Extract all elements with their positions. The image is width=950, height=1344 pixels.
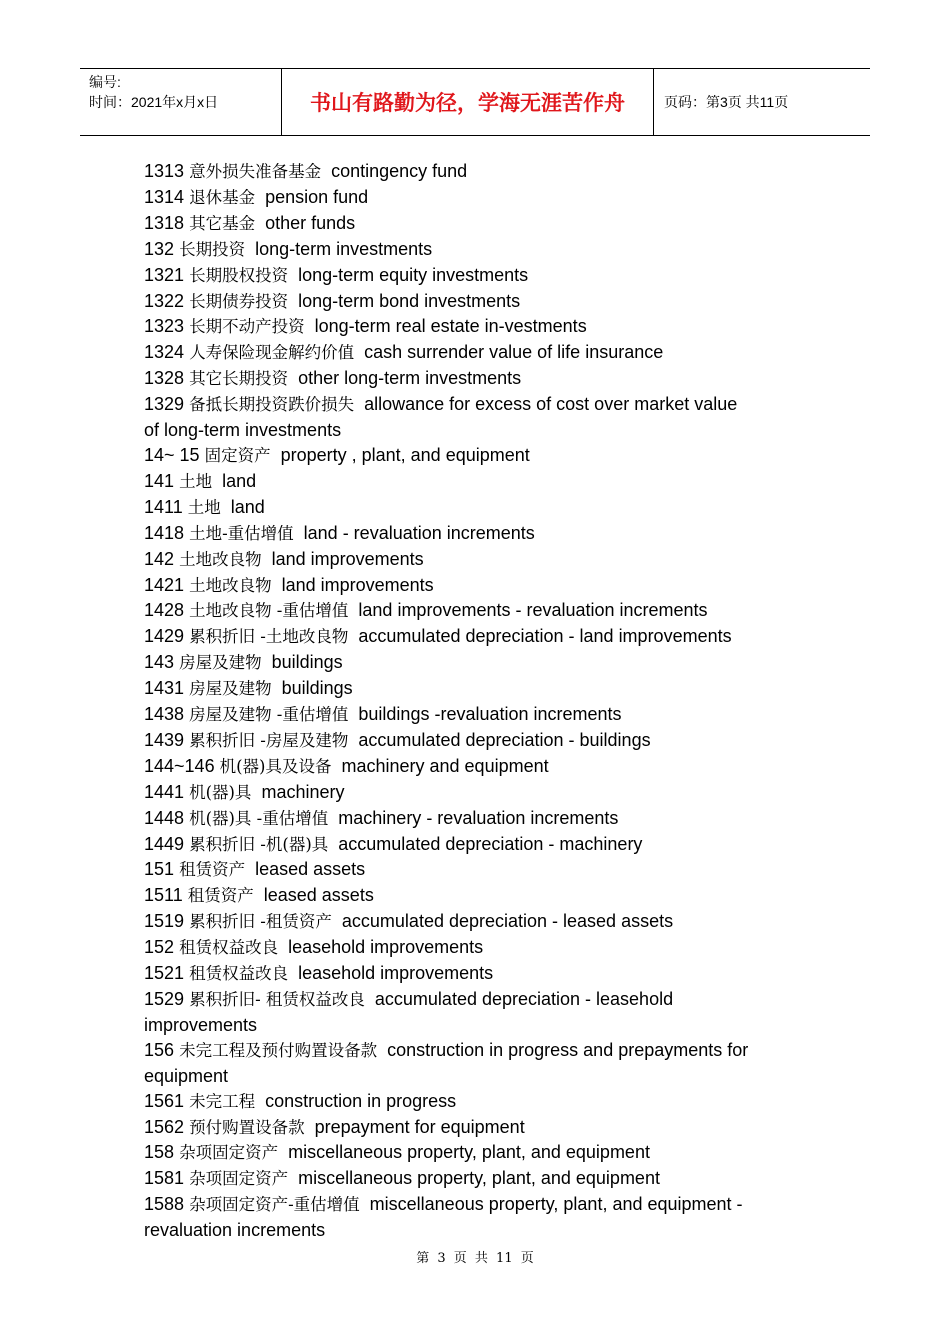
chinese-term: 意外损失准备基金 — [189, 162, 322, 181]
glossary-line — [144, 469, 824, 495]
english-term: land improvements - revaluation increments — [358, 600, 708, 621]
account-code: 1328 — [144, 368, 185, 389]
english-term: allowance for excess of cost over market value — [364, 394, 738, 415]
account-code: 1318 — [144, 212, 185, 233]
chinese-term: 土地 — [187, 497, 221, 517]
chinese-term: 房屋及建物 — [189, 679, 272, 699]
chinese-term: 长期投资 — [179, 239, 246, 259]
chinese-term: 未完工程及预付购置设备款 — [179, 1040, 378, 1060]
account-code: 1329 — [144, 394, 185, 415]
english-term: accumulated depreciation - leasehold — [374, 989, 674, 1009]
chinese-term: 其它基金 — [189, 213, 256, 233]
account-code: 152 — [144, 937, 175, 958]
english-term: construction in progress — [265, 1090, 457, 1111]
english-term: land — [222, 470, 257, 491]
account-code: 141 — [144, 470, 175, 491]
chinese-term: 累积折旧 -机(器)具 — [189, 834, 329, 854]
page-footer: 第 3 页 共 11 页 — [416, 1251, 534, 1266]
glossary-line — [144, 909, 824, 935]
chinese-term: 长期股权投资 — [189, 265, 289, 285]
english-term: accumulated depreciation - machinery — [338, 833, 643, 854]
chinese-term: 累积折旧 -土地改良物 — [189, 627, 349, 647]
glossary-line — [144, 521, 824, 547]
english-term: equipment — [144, 1065, 229, 1086]
glossary-line — [144, 1064, 824, 1089]
english-term: buildings — [271, 652, 343, 673]
glossary-line — [144, 961, 824, 987]
account-code: 1428 — [144, 600, 185, 621]
english-term: prepayment for equipment — [314, 1116, 525, 1137]
glossary-line — [144, 159, 824, 185]
account-code: 144~146 — [144, 755, 215, 776]
glossary-line — [144, 289, 824, 315]
account-code: 1314 — [144, 186, 185, 207]
glossary-line — [144, 1218, 824, 1243]
english-term: long-term bond investments — [298, 290, 521, 311]
english-term: buildings -revaluation increments — [358, 704, 622, 725]
chinese-term: 杂项固定资产-重估增值 — [189, 1195, 360, 1215]
account-code: 1429 — [144, 626, 185, 647]
glossary-line — [144, 598, 824, 624]
account-code: 1323 — [144, 316, 185, 337]
account-code: 14~ 15 — [144, 444, 200, 465]
document-number-label: 编号: — [89, 74, 121, 90]
account-code: 1421 — [144, 574, 185, 595]
account-code: 1439 — [144, 729, 185, 750]
page-header — [80, 68, 870, 136]
english-term: long-term real estate in-vestments — [314, 316, 587, 337]
chinese-term: 房屋及建物 -重估增值 — [189, 705, 349, 725]
chinese-term: 累积折旧 -租赁资产 — [189, 912, 332, 932]
account-code: 1321 — [144, 264, 185, 285]
chinese-term: 预付购置设备款 — [189, 1117, 305, 1137]
glossary-line — [144, 340, 824, 366]
english-term: accumulated depreciation - buildings — [358, 729, 651, 750]
english-term: leased assets — [255, 859, 366, 880]
glossary-line — [144, 702, 824, 728]
glossary-body — [144, 159, 824, 1243]
glossary-line — [144, 366, 824, 392]
glossary-line — [144, 624, 824, 650]
account-code: 1588 — [144, 1194, 185, 1215]
glossary-line — [144, 1089, 824, 1115]
english-term: machinery and equipment — [341, 755, 549, 776]
chinese-term: 土地改良物 -重估增值 — [189, 601, 349, 621]
chinese-term: 土地 — [179, 471, 213, 491]
chinese-term: 租赁资产 — [179, 860, 246, 880]
glossary-line — [144, 185, 824, 211]
english-term: accumulated depreciation - leased assets — [341, 911, 674, 932]
chinese-term: 其它长期投资 — [189, 369, 289, 389]
account-code: 156 — [144, 1039, 175, 1060]
account-code: 1511 — [144, 885, 183, 906]
glossary-line — [144, 832, 824, 858]
account-code: 1521 — [144, 963, 185, 984]
account-code: 1561 — [144, 1090, 185, 1111]
account-code: 143 — [144, 652, 175, 673]
english-term: machinery — [261, 781, 345, 802]
glossary-line — [144, 418, 824, 443]
glossary-line — [144, 1013, 824, 1038]
english-term: long-term equity investments — [298, 264, 529, 285]
glossary-line — [144, 211, 824, 237]
account-code: 158 — [144, 1142, 175, 1163]
chinese-term: 长期不动产投资 — [189, 317, 305, 337]
glossary-line — [144, 263, 824, 289]
english-term: pension fund — [265, 186, 369, 207]
chinese-term: 杂项固定资产 — [189, 1169, 289, 1189]
english-term: land - revaluation increments — [303, 522, 535, 543]
english-term: leasehold improvements — [288, 937, 484, 958]
account-code: 1438 — [144, 704, 185, 725]
english-term: land improvements — [271, 548, 424, 569]
glossary-line — [144, 780, 824, 806]
account-code: 1581 — [144, 1168, 185, 1189]
chinese-term: 备抵长期投资跌价损失 — [189, 395, 355, 415]
chinese-term: 退休基金 — [189, 187, 256, 207]
chinese-term: 租赁权益改良 — [189, 964, 289, 984]
english-term: leased assets — [263, 885, 374, 906]
chinese-term: 机(器)具 -重估增值 — [189, 808, 329, 828]
account-code: 1519 — [144, 911, 185, 932]
account-code: 142 — [144, 548, 175, 569]
english-term: contingency fund — [331, 161, 468, 181]
chinese-term: 机(器)具 — [189, 782, 252, 802]
document-date: 时间：2021年x月x日 — [89, 94, 219, 110]
chinese-term: 固定资产 — [204, 445, 271, 465]
english-term: long-term investments — [255, 238, 433, 259]
glossary-line — [144, 883, 824, 909]
account-code: 1431 — [144, 678, 185, 699]
glossary-line — [144, 547, 824, 573]
english-term: leasehold improvements — [298, 963, 494, 984]
english-term: miscellaneous property, plant, and equipment — [288, 1142, 650, 1163]
glossary-line — [144, 728, 824, 754]
glossary-line — [144, 1038, 824, 1064]
header-page-number: 页码：第3页 共11页 — [664, 94, 789, 110]
glossary-line — [144, 1166, 824, 1192]
account-code: 132 — [144, 238, 175, 259]
account-code: 1324 — [144, 342, 185, 363]
english-term: property , plant, and equipment — [280, 444, 530, 465]
english-term: construction in progress and prepayments for — [387, 1039, 749, 1060]
chinese-term: 累积折旧- 租赁权益改良 — [189, 990, 365, 1009]
account-code: 1449 — [144, 833, 185, 854]
account-code: 1411 — [144, 496, 183, 517]
account-code: 1441 — [144, 781, 185, 802]
english-term: revaluation increments — [144, 1220, 326, 1241]
chinese-term: 机(器)具及设备 — [219, 756, 332, 776]
chinese-term: 土地-重估增值 — [189, 523, 294, 543]
glossary-line — [144, 935, 824, 961]
glossary-line — [144, 495, 824, 521]
chinese-term: 杂项固定资产 — [179, 1143, 279, 1163]
english-term: land improvements — [281, 574, 434, 595]
chinese-term: 人寿保险现金解约价值 — [189, 343, 355, 363]
account-code: 1448 — [144, 807, 185, 828]
chinese-term: 租赁资产 — [187, 886, 254, 906]
english-term: accumulated depreciation - land improvements — [358, 626, 732, 647]
english-term: machinery - revaluation increments — [338, 807, 619, 828]
glossary-line — [144, 237, 824, 263]
english-term: buildings — [281, 678, 353, 699]
glossary-line — [144, 573, 824, 599]
account-code: 1562 — [144, 1116, 185, 1137]
english-term: cash surrender value of life insurance — [364, 342, 664, 363]
account-code: 151 — [144, 859, 175, 880]
account-code: 1529 — [144, 989, 185, 1009]
glossary-line — [144, 987, 824, 1013]
glossary-line — [144, 754, 824, 780]
english-term: miscellaneous property, plant, and equipment - — [369, 1194, 743, 1215]
english-term: other long-term investments — [298, 368, 522, 389]
glossary-line — [144, 314, 824, 340]
glossary-line — [144, 1115, 824, 1141]
chinese-term: 土地改良物 — [179, 549, 262, 569]
account-code: 1322 — [144, 290, 185, 311]
english-term: improvements — [144, 1014, 258, 1035]
english-term: miscellaneous property, plant, and equipment — [298, 1168, 660, 1189]
glossary-line — [144, 676, 824, 702]
glossary-line — [144, 806, 824, 832]
glossary-line — [144, 1140, 824, 1166]
english-term: land — [230, 496, 265, 517]
header-meta — [80, 69, 282, 135]
english-term: other funds — [265, 212, 356, 233]
chinese-term: 土地改良物 — [189, 575, 272, 595]
chinese-term: 累积折旧 -房屋及建物 — [189, 730, 349, 750]
glossary-line — [144, 443, 824, 469]
chinese-term: 长期债券投资 — [189, 291, 289, 311]
chinese-term: 租赁权益改良 — [179, 938, 279, 958]
glossary-line — [144, 1192, 824, 1218]
glossary-line — [144, 392, 824, 418]
chinese-term: 房屋及建物 — [179, 653, 262, 673]
account-code: 1418 — [144, 522, 185, 543]
header-motto: 书山有路勤为径，学海无涯苦作舟 — [282, 69, 654, 135]
english-term: of long-term investments — [144, 420, 342, 441]
glossary-line — [144, 857, 824, 883]
chinese-term: 未完工程 — [189, 1091, 256, 1111]
glossary-line — [144, 650, 824, 676]
account-code: 1313 — [144, 161, 185, 181]
